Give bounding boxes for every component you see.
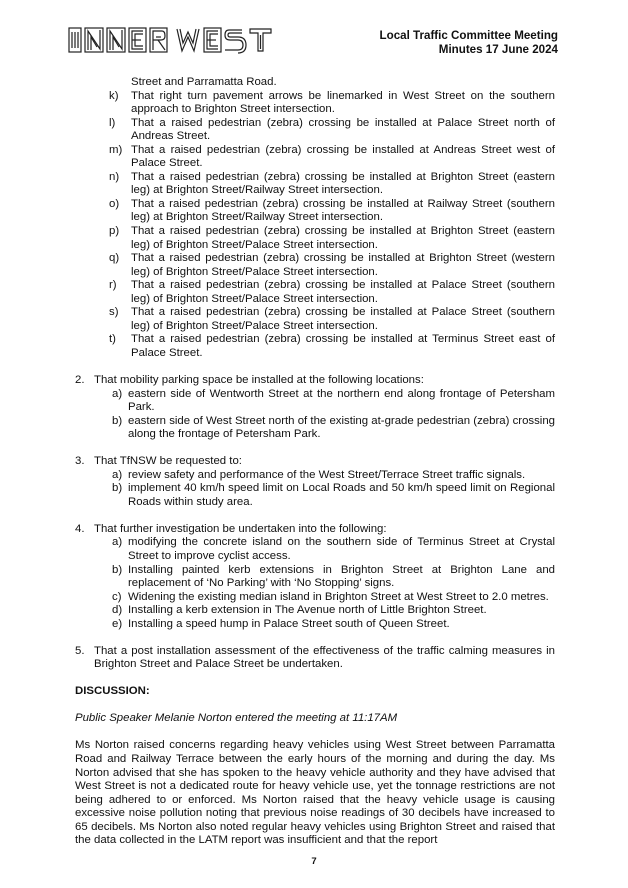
item-number: 5.: [75, 644, 85, 657]
inner-west-logo: [68, 26, 273, 54]
list-item: k) That right turn pavement arrows be linemarked in West Street on the southern approach to Brighton Street intersection.: [109, 89, 555, 116]
list-item: b) eastern side of West Street north of the existing at-grade pedestrian (zebra) crossing along the frontage of Petersham Park.: [112, 414, 555, 441]
item3-sublist: [75, 469, 555, 510]
item-text: That a post installation assessment of the effectiveness of the traffic calming measures in Brighton Street and Palace Street be undertaken.: [94, 644, 555, 671]
list-item: d) Installing a kerb extension in The Avenue north of Little Brighton Street.: [112, 604, 487, 617]
list-item: e) Installing a speed hump in Palace Street south of Queen Street.: [112, 617, 450, 630]
list-item: s) That a raised pedestrian (zebra) crossing be installed at Palace Street (southern leg) of Brighton Street/Palace Street intersection.: [109, 306, 555, 332]
item-number: 2.: [75, 373, 85, 386]
list-item: c) Widening the existing median island in Brighton Street at West Street to 2.0 metres.: [112, 590, 549, 603]
discussion-paragraph: Ms Norton raised concerns regarding heavy vehicles using West Street between Parramatta Road and Railway Terrace between the early hours of the morning and during the day. Ms Norton advised that she has spoken to the heavy vehicle authority and they have advised that West Street is not a dedicated route for heavy vehicle use, yet the tonnage restrictions are not being adhered to or enforced. Ms Norton raised that the heavy vehicle usage is causing excessive noise pollution noting that previous noise readings of 30 decibels have increased to 65 decibels. Ms Norton also noted regular heavy vehicles using Brighton Street and raised that the data collected in the LATM report was insufficient and that the report: [75, 739, 555, 847]
meeting-title: [380, 29, 558, 57]
resolution-item-4: [75, 523, 555, 537]
list-item: r) That a raised pedestrian (zebra) crossing be installed at Palace Street (southern leg) of Brighton Street/Palace Street intersection.: [109, 279, 555, 305]
item2-sublist: [75, 388, 555, 442]
list-item: t) That a raised pedestrian (zebra) crossing be installed at Terminus Street east of Palace Street.: [109, 333, 555, 359]
list-item: a) eastern side of Wentworth Street at the northern end along frontage of Petersham Park.: [112, 387, 555, 414]
list-item: q) That a raised pedestrian (zebra) crossing be installed at Brighton Street (western leg) of Brighton Street/Palace Street intersection.: [109, 252, 555, 278]
page-header: [68, 24, 558, 60]
item-number: 3.: [75, 455, 85, 468]
speaker-note: Public Speaker Melanie Norton entered the meeting at 11:17AM: [75, 712, 398, 725]
minutes-date: Minutes 17 June 2024: [438, 43, 558, 56]
meeting-name: Local Traffic Committee Meeting: [379, 29, 558, 42]
list-item: a) modifying the concrete island on the southern side of Terminus Street at Crystal Street to improve cyclist access.: [112, 536, 555, 562]
item1-sublist: [75, 90, 555, 361]
page-number: 7: [311, 856, 317, 867]
item1-continuation: Street and Parramatta Road.: [131, 76, 277, 88]
item-text: That mobility parking space be installed at the following locations:: [94, 373, 424, 386]
document-body: [75, 76, 555, 848]
item-text: That further investigation be undertaken into the following:: [94, 522, 387, 535]
list-item: n) That a raised pedestrian (zebra) crossing be installed at Brighton Street (eastern leg) at Brighton Street/Railway Street intersection.: [109, 170, 555, 197]
list-item: o) That a raised pedestrian (zebra) crossing be installed at Railway Street (southern leg) at Brighton Street/Railway Street intersection.: [109, 197, 555, 224]
item4-sublist: [75, 536, 555, 631]
item-number: 4.: [75, 522, 85, 535]
discussion-heading: DISCUSSION:: [75, 685, 150, 698]
resolution-item-3: [75, 455, 555, 469]
list-item: b) Installing painted kerb extensions in Brighton Street at Brighton Lane and replacement of ‘No Parking’ with ‘No Stopping’ signs.: [112, 563, 555, 590]
list-item: l) That a raised pedestrian (zebra) crossing be installed at Palace Street north of Andreas Street.: [109, 116, 555, 143]
item-text: That TfNSW be requested to:: [94, 455, 242, 468]
list-item: a) review safety and performance of the West Street/Terrace Street traffic signals.: [112, 468, 526, 481]
resolution-item-5: [75, 645, 555, 672]
list-item: p) That a raised pedestrian (zebra) crossing be installed at Brighton Street (eastern leg) of Brighton Street/Palace Street intersection.: [109, 225, 555, 251]
list-item: b) implement 40 km/h speed limit on Local Roads and 50 km/h speed limit on Regional Roads within study area.: [112, 482, 555, 508]
resolution-item-2: [75, 374, 555, 388]
list-item: m) That a raised pedestrian (zebra) crossing be installed at Andreas Street west of Palace Street.: [109, 143, 555, 170]
